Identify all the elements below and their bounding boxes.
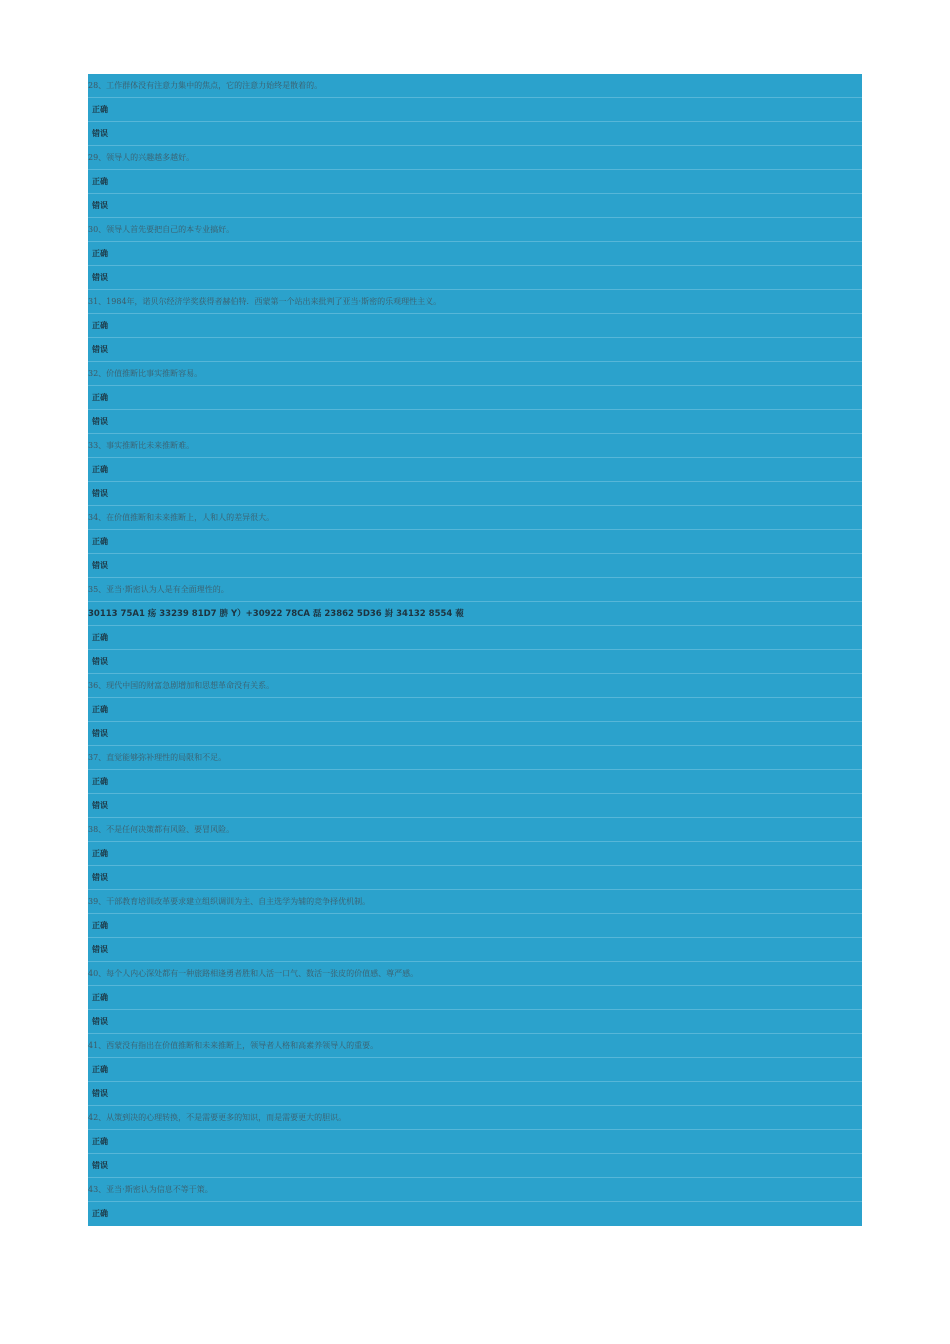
option-wrong[interactable]: 错误 bbox=[88, 482, 862, 506]
option-wrong[interactable]: 错误 bbox=[88, 866, 862, 890]
question-text: 30、领导人首先要把自己的本专业搞好。 bbox=[88, 218, 862, 242]
option-correct[interactable]: 正确 bbox=[88, 914, 862, 938]
question-text: 39、干部教育培训改革要求建立组织调训为主、自主选学为辅的竞争择优机制。 bbox=[88, 890, 862, 914]
option-wrong[interactable]: 错误 bbox=[88, 338, 862, 362]
option-correct[interactable]: 正确 bbox=[88, 242, 862, 266]
question-text: 29、领导人的兴趣越多越好。 bbox=[88, 146, 862, 170]
question-sheet bbox=[88, 74, 862, 1226]
option-wrong[interactable]: 错误 bbox=[88, 1154, 862, 1178]
question-text: 37、直觉能够弥补理性的局限和不足。 bbox=[88, 746, 862, 770]
option-correct[interactable]: 正确 bbox=[88, 770, 862, 794]
question-text: 43、亚当·斯密认为信息不等于策。 bbox=[88, 1178, 862, 1202]
question-text: 42、从策到决的心理转换，不是需要更多的知识，而是需要更大的胆识。 bbox=[88, 1106, 862, 1130]
option-correct[interactable]: 正确 bbox=[88, 170, 862, 194]
option-wrong[interactable]: 错误 bbox=[88, 1082, 862, 1106]
option-correct[interactable]: 正确 bbox=[88, 986, 862, 1010]
option-correct[interactable]: 正确 bbox=[88, 1130, 862, 1154]
question-text: 34、在价值推断和未来推断上，人和人的差异很大。 bbox=[88, 506, 862, 530]
option-wrong[interactable]: 错误 bbox=[88, 554, 862, 578]
option-wrong[interactable]: 错误 bbox=[88, 938, 862, 962]
option-wrong[interactable]: 错误 bbox=[88, 410, 862, 434]
option-correct[interactable]: 正确 bbox=[88, 458, 862, 482]
option-correct[interactable]: 正确 bbox=[88, 626, 862, 650]
code-line: 30113 75A1 疡 33239 81D7 腗 Y）+30922 78CA 磊 23862 5D36 崶 34132 8554 蕔 bbox=[88, 602, 862, 626]
question-text: 35、亚当·斯密认为人是有全面理性的。 bbox=[88, 578, 862, 602]
option-correct[interactable]: 正确 bbox=[88, 314, 862, 338]
question-text: 36、现代中国的财富急剧增加和思想革命没有关系。 bbox=[88, 674, 862, 698]
option-correct[interactable]: 正确 bbox=[88, 386, 862, 410]
question-text: 31、1984年，诺贝尔经济学奖获得者赫伯特．西蒙第一个站出来批判了亚当·斯密的乐观理性主义。 bbox=[88, 290, 862, 314]
option-wrong[interactable]: 错误 bbox=[88, 266, 862, 290]
option-correct[interactable]: 正确 bbox=[92, 1209, 108, 1218]
option-correct[interactable]: 正确 bbox=[88, 842, 862, 866]
option-correct[interactable]: 正确 bbox=[88, 98, 862, 122]
option-wrong[interactable]: 错误 bbox=[88, 794, 862, 818]
option-wrong[interactable]: 错误 bbox=[88, 194, 862, 218]
question-text: 32、价值推断比事实推断容易。 bbox=[88, 362, 862, 386]
option-wrong[interactable]: 错误 bbox=[88, 650, 862, 674]
question-text: 28、工作群体没有注意力集中的焦点，它的注意力始终是散着的。 bbox=[88, 74, 862, 98]
option-correct[interactable]: 正确 bbox=[88, 530, 862, 554]
option-correct[interactable]: 正确 bbox=[88, 1058, 862, 1082]
option-wrong[interactable]: 错误 bbox=[88, 122, 862, 146]
option-correct[interactable]: 正确 bbox=[88, 698, 862, 722]
option-wrong[interactable]: 错误 bbox=[88, 722, 862, 746]
option-wrong[interactable]: 错误 bbox=[88, 1010, 862, 1034]
question-text: 33、事实推断比未来推断难。 bbox=[88, 434, 862, 458]
question-text: 41、西蒙没有指出在价值推断和未来推断上，领导者人格和高素养领导人的重要。 bbox=[88, 1034, 862, 1058]
question-text: 38、不是任何决策都有风险、要冒风险。 bbox=[88, 818, 862, 842]
question-text: 40、每个人内心深处都有一种旅路相逢勇者胜和人活一口气、数活一张皮的价值感、尊严感。 bbox=[88, 962, 862, 986]
